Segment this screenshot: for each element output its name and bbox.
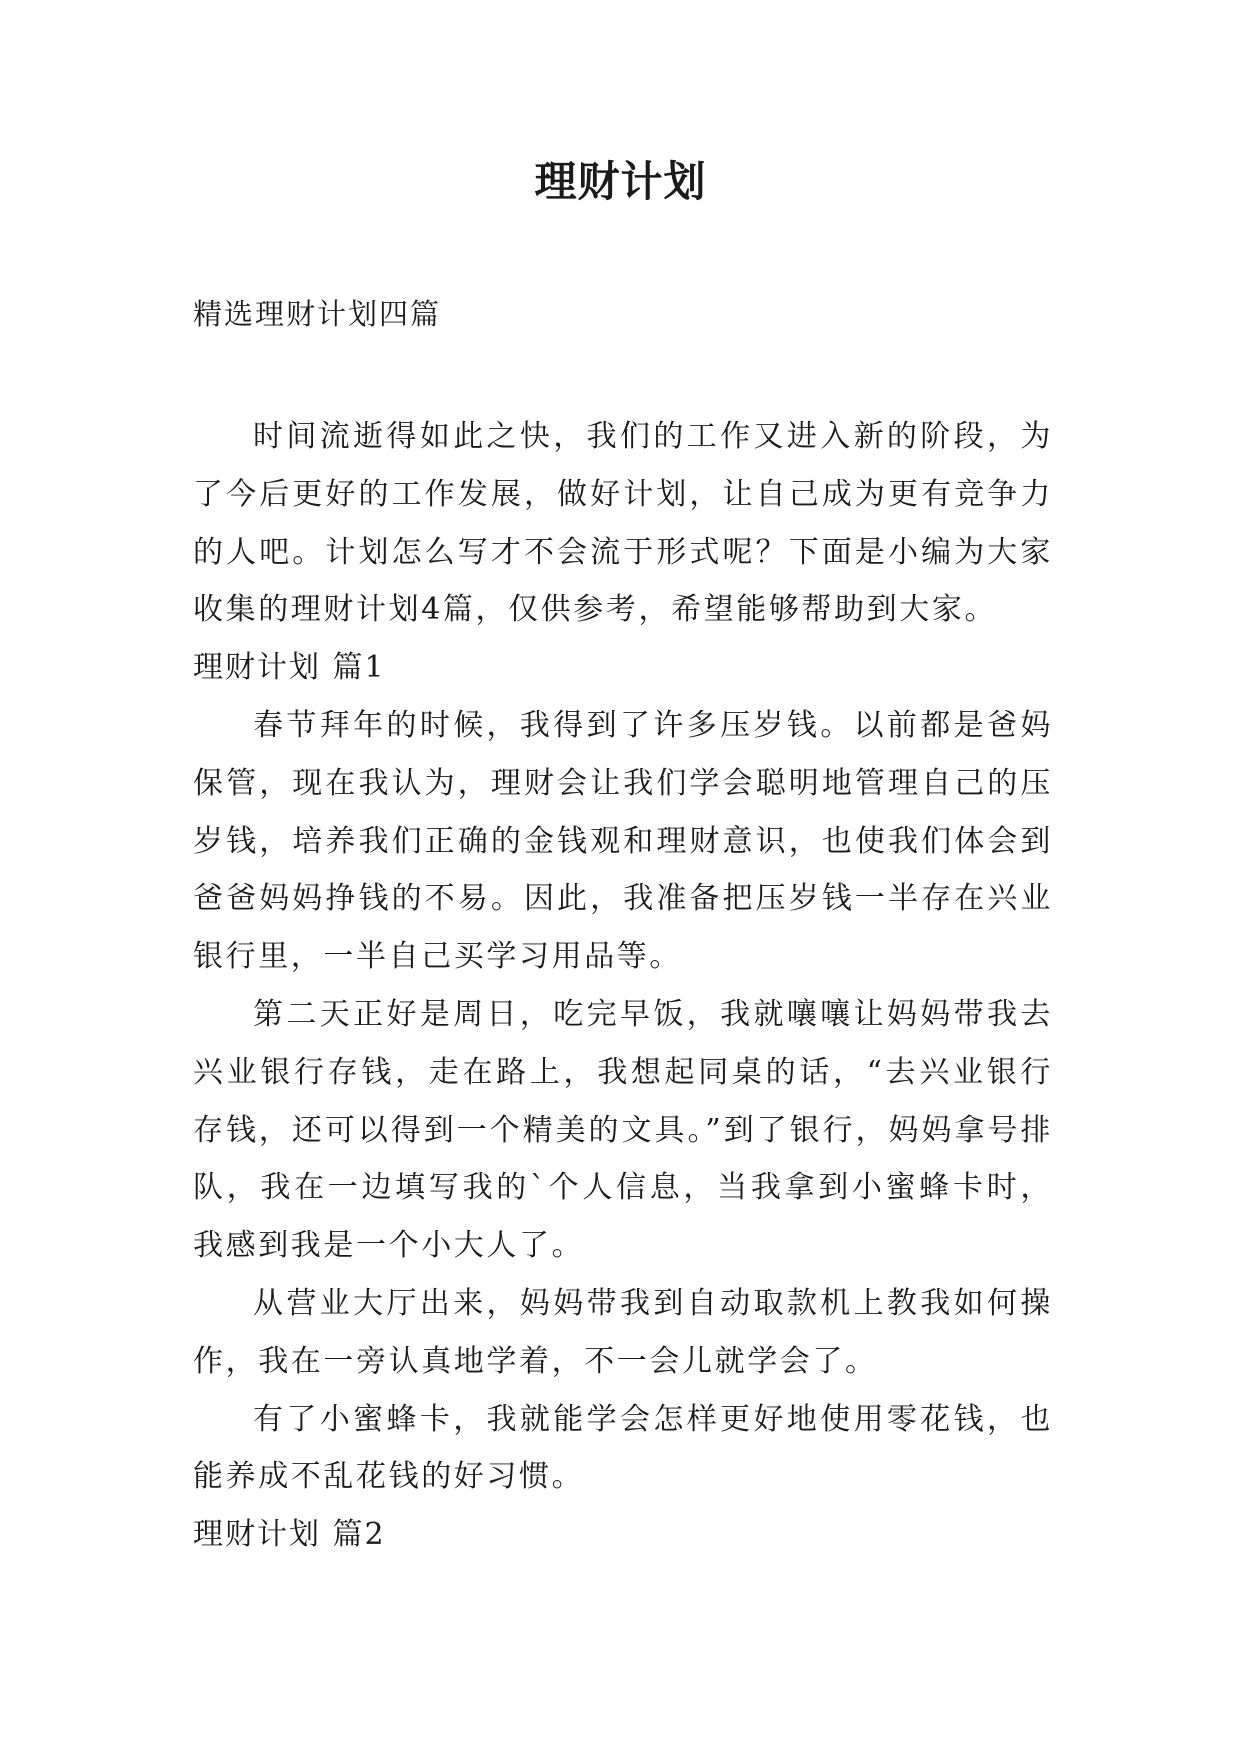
section1-paragraph-3: 从营业大厅出来，妈妈带我到自动取款机上教我如何操作，我在一旁认真地学着，不一会儿就学会了。 <box>193 1285 1053 1379</box>
intro-paragraph: 时间流逝得如此之快，我们的工作又进入新的阶段，为了今后更好的工作发展，做好计划，让自己成为更有竞争力的人吧。计划怎么写才不会流于形式呢？下面是小编为大家收集的理财计划4篇，仅供参考，希望能够帮助到大家。 <box>193 419 1053 628</box>
section1-paragraph-1: 春节拜年的时候，我得到了许多压岁钱。以前都是爸妈保管，现在我认为，理财会让我们学会聪明地管理自己的压岁钱，培养我们正确的金钱观和理财意识，也使我们体会到爸爸妈妈挣钱的不易。因此，我准备把压岁钱一半存在兴业银行里，一半自己买学习用品等。 <box>193 707 1053 975</box>
document-subtitle: 精选理财计划四篇 <box>193 297 442 331</box>
section1-paragraph-2: 第二天正好是周日，吃完早饭，我就嚷嚷让妈妈带我去兴业银行存钱，走在路上，我想起同桌的话，“去兴业银行存钱，还可以得到一个精美的文具。”到了银行，妈妈拿号排队，我在一边填写我的`个人信息，当我拿到小蜜蜂卡时，我感到我是一个小大人了。 <box>193 996 1053 1264</box>
document-title: 理财计划 <box>534 157 707 206</box>
document-body <box>193 408 1053 1564</box>
section1-paragraph-4: 有了小蜜蜂卡，我就能学会怎样更好地使用零花钱，也能养成不乱花钱的好习惯。 <box>193 1401 1053 1495</box>
section-heading-1: 理财计划 篇1 <box>193 650 386 686</box>
section-heading-2: 理财计划 篇2 <box>193 1517 386 1553</box>
